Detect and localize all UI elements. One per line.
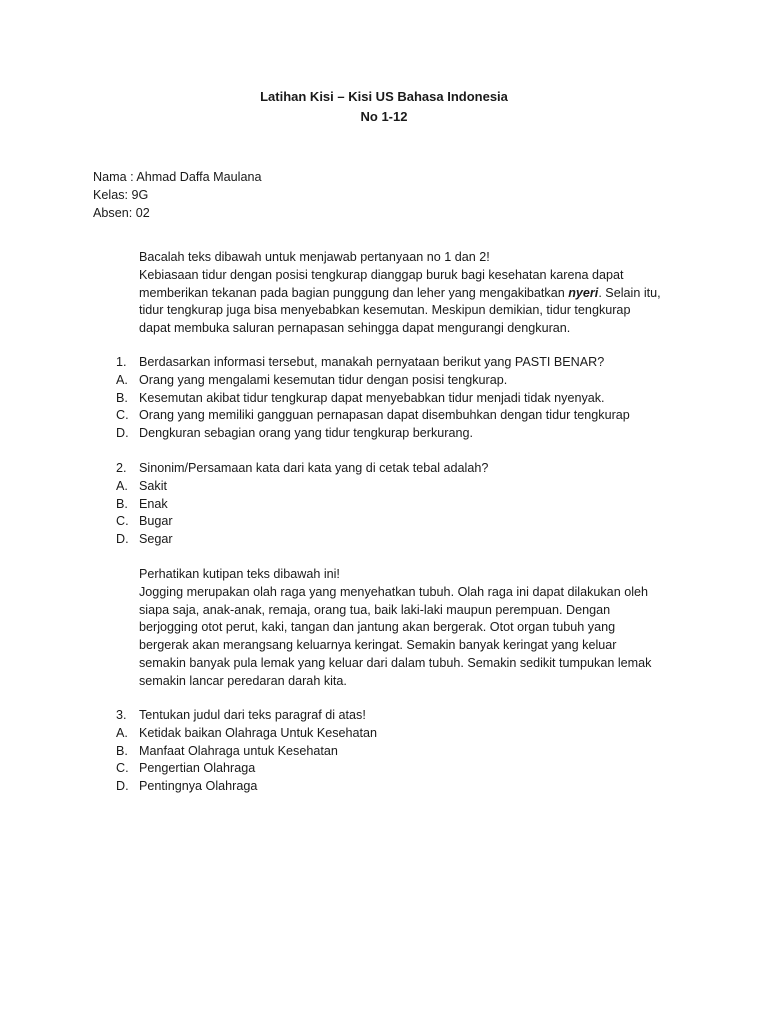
answer-option — [0, 725, 768, 743]
student-number: Absen: 02 — [93, 206, 150, 220]
option-letter: B. — [116, 743, 128, 758]
passage-1-line: dapat membuka saluran pernapasan sehingga dapat mengurangi dengkuran. — [139, 321, 571, 336]
option-letter: D. — [116, 779, 129, 794]
passage-1-line — [139, 285, 687, 303]
option-text: Pengertian Olahraga — [139, 761, 256, 776]
option-text: Kesemutan akibat tidur tengkurap dapat menyebabkan tidur menjadi tidak nyenyak. — [139, 390, 605, 405]
passage-2-line: berjogging otot perut, kaki, tangan dan jantung akan bergerak. Otot organ tubuh yang — [139, 620, 616, 635]
document-subtitle: No 1-12 — [360, 109, 408, 124]
passage-1-line: tidur tengkurap juga bisa menyebabkan kesemutan. Meskipun demikian, tidur tengkurap — [139, 303, 631, 318]
option-letter: A. — [116, 725, 128, 740]
option-text: Pentingnya Olahraga — [139, 779, 258, 794]
option-letter: D. — [116, 426, 129, 441]
passage-2-intro: Perhatikan kutipan teks dibawah ini! — [139, 567, 340, 581]
passage-1 — [139, 249, 687, 338]
passage-2-line: semakin banyak pula lemak yang keluar dari dalam tubuh. Semakin sedikit tumpukan lemak — [139, 655, 652, 670]
question-number: 3. — [116, 708, 127, 722]
question-number: 1. — [116, 355, 127, 369]
passage-2-line: semakin lancar peredaran darah kita. — [139, 673, 347, 688]
student-class: Kelas: 9G — [93, 188, 149, 202]
question-stem — [0, 354, 768, 372]
answer-option — [0, 407, 768, 425]
option-letter: C. — [116, 408, 129, 423]
option-letter: C. — [116, 761, 129, 776]
option-letter: A. — [116, 372, 128, 387]
answer-option — [0, 531, 768, 549]
option-letter: C. — [116, 514, 129, 529]
question-1 — [0, 354, 768, 443]
answer-option — [0, 743, 768, 761]
option-text: Orang yang memiliki gangguan pernapasan dapat disembuhkan dengan tidur tengkurap — [139, 408, 630, 423]
option-text: Sakit — [139, 478, 167, 493]
question-stem — [0, 460, 768, 478]
passage-2-line: Jogging merupakan olah raga yang menyehatkan tubuh. Olah raga ini dapat dilakukan oleh — [139, 584, 649, 599]
option-letter: B. — [116, 496, 128, 511]
option-text: Bugar — [139, 514, 173, 529]
option-letter: D. — [116, 532, 129, 547]
answer-option — [0, 760, 768, 778]
question-text: Tentukan judul dari teks paragraf di atas! — [139, 708, 366, 722]
option-text: Manfaat Olahraga untuk Kesehatan — [139, 743, 338, 758]
passage-1-text: memberikan tekanan pada bagian punggung dan leher yang mengakibatkan — [139, 285, 569, 300]
student-info — [93, 168, 261, 222]
question-text: Berdasarkan informasi tersebut, manakah pernyataan berikut yang PASTI BENAR? — [139, 355, 605, 369]
passage-1-line: Kebiasaan tidur dengan posisi tengkurap dianggap buruk bagi kesehatan karena dapat — [139, 267, 624, 282]
option-text: Segar — [139, 532, 173, 547]
question-stem — [0, 707, 768, 725]
passage-2 — [139, 566, 687, 691]
question-2 — [0, 460, 768, 549]
answer-option — [0, 425, 768, 443]
question-text: Sinonim/Persamaan kata dari kata yang di cetak tebal adalah? — [139, 461, 489, 475]
passage-2-line: siapa saja, anak-anak, remaja, orang tua, baik laki-laki maupun perempuan. Dengan — [139, 602, 611, 617]
passage-2-line: bergerak akan merangsang keluarnya keringat. Semakin banyak keringat yang keluar — [139, 638, 617, 653]
answer-option — [0, 478, 768, 496]
student-name: Nama : Ahmad Daffa Maulana — [93, 170, 262, 184]
question-3 — [0, 707, 768, 796]
answer-option — [0, 372, 768, 390]
answer-option — [0, 778, 768, 796]
question-number: 2. — [116, 461, 127, 475]
passage-1-text: . Selain itu, — [598, 285, 661, 300]
option-text: Orang yang mengalami kesemutan tidur dengan posisi tengkurap. — [139, 372, 508, 387]
option-letter: A. — [116, 478, 128, 493]
document-title: Latihan Kisi – Kisi US Bahasa Indonesia — [260, 89, 508, 104]
answer-option — [0, 496, 768, 514]
option-text: Enak — [139, 496, 168, 511]
bold-word: nyeri — [568, 285, 599, 300]
option-text: Ketidak baikan Olahraga Untuk Kesehatan — [139, 725, 378, 740]
option-letter: B. — [116, 390, 128, 405]
passage-1-intro: Bacalah teks dibawah untuk menjawab pertanyaan no 1 dan 2! — [139, 250, 490, 264]
answer-option — [0, 513, 768, 531]
answer-option — [0, 390, 768, 408]
option-text: Dengkuran sebagian orang yang tidur tengkurap berkurang. — [139, 426, 473, 441]
